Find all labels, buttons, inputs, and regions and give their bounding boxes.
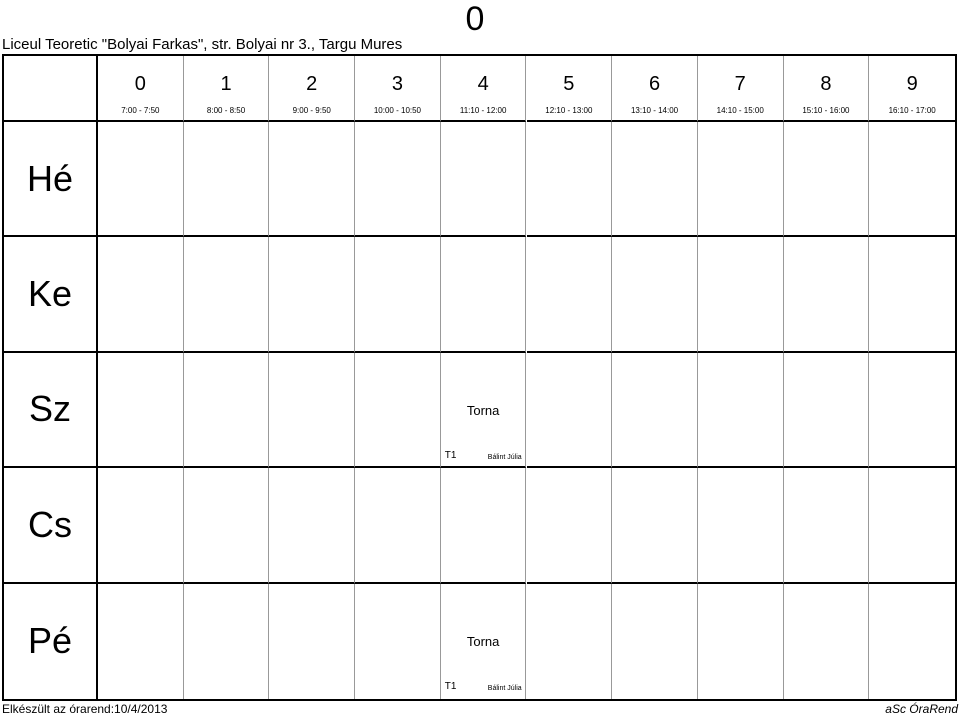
timetable-cell <box>784 122 870 237</box>
timetable-cell <box>869 237 955 352</box>
period-header <box>784 56 870 122</box>
timetable-cell <box>869 468 955 583</box>
timetable-cell <box>784 237 870 352</box>
timetable-cell <box>869 584 955 699</box>
day-label: Cs <box>28 503 72 545</box>
timetable-cell <box>184 122 270 237</box>
period-time: 7:00 - 7:50 <box>121 106 160 115</box>
timetable-cell <box>527 584 613 699</box>
period-header <box>355 56 441 122</box>
day-label: Pé <box>27 620 73 662</box>
period-time: 13:10 - 14:00 <box>630 106 679 115</box>
timetable-cell <box>269 122 355 237</box>
timetable-cell <box>869 353 955 468</box>
period-time: 16:10 - 17:00 <box>888 106 936 115</box>
period-number: 9 <box>906 73 918 95</box>
timetable-cell <box>184 353 270 468</box>
timetable-cell <box>441 237 527 352</box>
period-header <box>869 56 955 122</box>
timetable-cell <box>355 584 441 699</box>
timetable-cell <box>527 353 613 468</box>
timetable-cell <box>527 122 613 237</box>
timetable-cell <box>184 584 270 699</box>
timetable-cell <box>698 353 784 468</box>
generated-date: Elkészült az órarend:10/4/2013 <box>2 702 168 716</box>
timetable-cell <box>698 122 784 237</box>
timetable-cell <box>612 584 698 699</box>
period-number: 3 <box>391 73 403 95</box>
period-header <box>698 56 784 122</box>
timetable-cell <box>269 353 355 468</box>
day-row-header <box>4 237 98 352</box>
period-header <box>527 56 613 122</box>
period-number: 2 <box>306 73 318 95</box>
period-time: 11:10 - 12:00 <box>459 106 507 115</box>
timetable-cell <box>441 584 527 699</box>
school-name: Liceul Teoretic "Bolyai Farkas", str. Bolyai nr 3., Targu Mures <box>2 36 403 53</box>
timetable-cell <box>269 584 355 699</box>
period-number: 4 <box>477 73 489 95</box>
class-name: 0 <box>465 0 485 38</box>
period-number: 6 <box>648 73 661 95</box>
period-number: 1 <box>220 73 232 95</box>
day-row-header <box>4 122 98 237</box>
period-number: 5 <box>563 73 575 95</box>
timetable-cell <box>355 237 441 352</box>
timetable-cell <box>527 237 613 352</box>
period-header <box>269 56 355 122</box>
period-header <box>441 56 527 122</box>
timetable-cell <box>184 237 270 352</box>
timetable-cell <box>98 584 184 699</box>
lesson-room: T1 <box>444 449 457 461</box>
timetable-cell <box>612 122 698 237</box>
timetable-cell <box>441 468 527 583</box>
day-label: Sz <box>28 388 71 430</box>
period-header <box>184 56 270 122</box>
period-time: 15:10 - 16:00 <box>802 106 850 115</box>
timetable-cell <box>355 468 441 583</box>
lesson-room: T1 <box>444 680 457 692</box>
period-time: 8:00 - 8:50 <box>206 106 246 115</box>
timetable-cell <box>612 353 698 468</box>
period-number: 0 <box>134 73 146 95</box>
day-row-header <box>4 353 98 468</box>
timetable-cell <box>184 468 270 583</box>
timetable-cell <box>98 353 184 468</box>
timetable-cell <box>269 468 355 583</box>
lesson-subject: Torna <box>466 402 500 418</box>
timetable-cell <box>527 468 613 583</box>
timetable-cell <box>698 237 784 352</box>
timetable-cell <box>612 468 698 583</box>
timetable-cell <box>441 353 527 468</box>
timetable-cell <box>612 237 698 352</box>
period-time: 9:00 - 9:50 <box>292 106 331 115</box>
day-row-header <box>4 584 98 699</box>
timetable-cell <box>355 353 441 468</box>
day-label: Hé <box>26 157 74 199</box>
day-row-header <box>4 468 98 583</box>
timetable-cell <box>441 122 527 237</box>
timetable-cell <box>784 353 870 468</box>
timetable-cell <box>98 122 184 237</box>
timetable-cell <box>355 122 441 237</box>
timetable-cell <box>698 584 784 699</box>
brand-label: aSc ÓraRend <box>885 702 958 716</box>
timetable-cell <box>269 237 355 352</box>
grid-corner <box>4 56 98 122</box>
timetable-cell <box>784 584 870 699</box>
lesson-subject: Torna <box>466 633 500 649</box>
day-label: Ke <box>27 273 73 315</box>
period-header <box>98 56 184 122</box>
period-number: 7 <box>734 73 746 95</box>
period-number: 8 <box>820 73 832 95</box>
timetable-cell <box>784 468 870 583</box>
period-time: 10:00 - 10:50 <box>373 106 422 115</box>
timetable-cell <box>698 468 784 583</box>
lesson-teacher: Bálint Júlia <box>487 453 522 461</box>
timetable-cell <box>869 122 955 237</box>
timetable-cell <box>98 237 184 352</box>
period-time: 14:10 - 15:00 <box>716 106 764 115</box>
lesson-teacher: Bálint Júlia <box>487 684 522 692</box>
timetable-grid <box>2 54 957 701</box>
period-time: 12:10 - 13:00 <box>545 106 593 115</box>
period-header <box>612 56 698 122</box>
timetable-cell <box>98 468 184 583</box>
